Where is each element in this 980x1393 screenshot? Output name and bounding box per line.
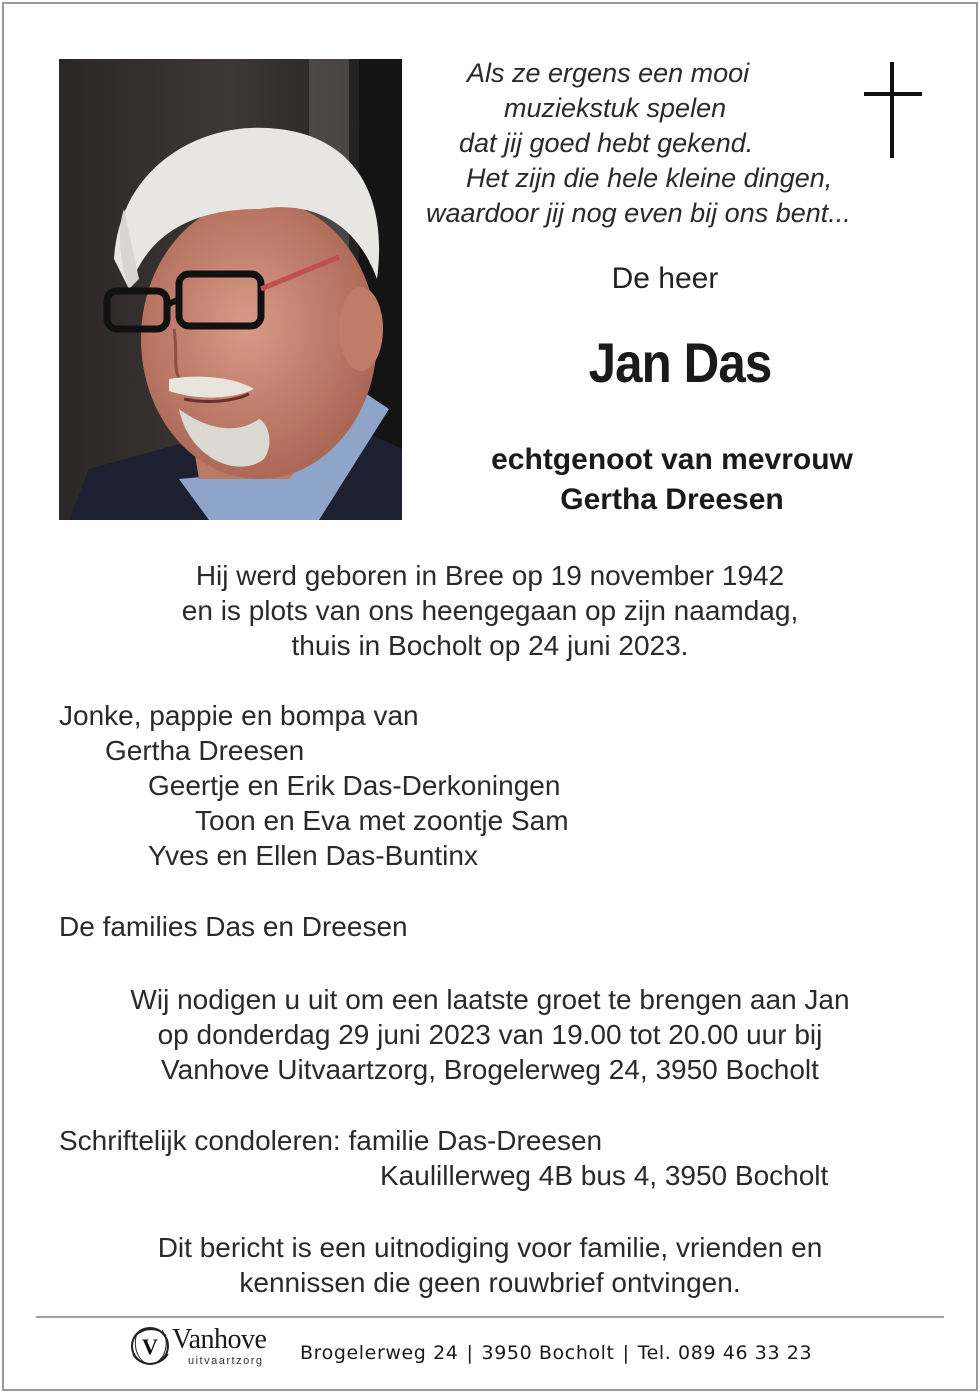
families-line: De families Das en Dreesen <box>59 911 408 942</box>
footer-divider <box>36 1316 944 1318</box>
deceased-name: Jan Das <box>588 331 772 394</box>
poem <box>404 56 854 231</box>
footer-address: Brogelerweg 24 <box>300 1342 459 1364</box>
condolence-address: Kaulillerweg 4B bus 4, 3950 Bocholt <box>380 1160 829 1191</box>
cross-icon <box>864 62 922 160</box>
birth-line: Hij werd geboren in Bree op 19 november 1942 <box>195 560 785 591</box>
invitation-line: Wij nodigen u uit om een laatste groet te brengen aan Jan <box>130 984 850 1015</box>
footer-city: 3950 Bocholt <box>481 1342 615 1364</box>
footer-contact: Brogelerweg 24 | 3950 Bocholt | Tel. 089 46 33 23 <box>300 1342 813 1364</box>
portrait-photo <box>59 59 402 520</box>
vanhove-logo <box>128 1324 288 1370</box>
spouse-block <box>430 440 914 520</box>
logo-letter: V <box>142 1334 158 1359</box>
notice-block <box>60 1230 920 1300</box>
salutation: De heer <box>611 262 719 295</box>
footer-phone: Tel. 089 46 33 23 <box>637 1342 813 1364</box>
place-line: thuis in Bocholt op 24 juni 2023. <box>291 630 689 661</box>
family-child: Yves en Ellen Das-Buntinx <box>148 840 478 871</box>
invitation-line: op donderdag 29 juni 2023 van 19.00 tot 20.00 uur bij <box>157 1019 823 1050</box>
spouse-name: Gertha Dreesen <box>560 483 784 516</box>
invitation-line: Vanhove Uitvaartzorg, Brogelerweg 24, 3950 Bocholt <box>161 1054 819 1085</box>
notice-line: Dit bericht is een uitnodiging voor familie, vrienden en <box>157 1232 823 1263</box>
family-grandchild: Toon en Eva met zoontje Sam <box>195 805 569 836</box>
poem-line: muziekstuk spelen <box>504 93 727 123</box>
notice-line: kennissen die geen rouwbrief ontvingen. <box>239 1267 741 1298</box>
vanhove-logo-icon <box>128 1324 172 1368</box>
poem-line: Als ze ergens een mooi <box>467 58 750 88</box>
condolence-label: Schriftelijk condoleren: familie Das-Dreesen <box>59 1125 603 1156</box>
logo-name: Vanhove <box>172 1324 267 1355</box>
poem-line: Het zijn die hele kleine dingen, <box>466 163 833 193</box>
spouse-line: echtgenoot van mevrouw <box>491 443 853 476</box>
poem-line: waardoor jij nog even bij ons bent... <box>426 198 851 228</box>
poem-line: dat jij goed hebt gekend. <box>459 128 754 158</box>
family-child: Geertje en Erik Das-Derkoningen <box>148 770 561 801</box>
death-line: en is plots van ons heengegaan op zijn naamdag, <box>181 595 799 626</box>
logo-subtitle: uitvaartzorg <box>188 1355 264 1367</box>
birth-death-info <box>60 558 920 663</box>
family-spouse: Gertha Dreesen <box>105 735 305 766</box>
family-intro: Jonke, pappie en bompa van <box>59 700 419 731</box>
invitation-block <box>60 982 920 1087</box>
